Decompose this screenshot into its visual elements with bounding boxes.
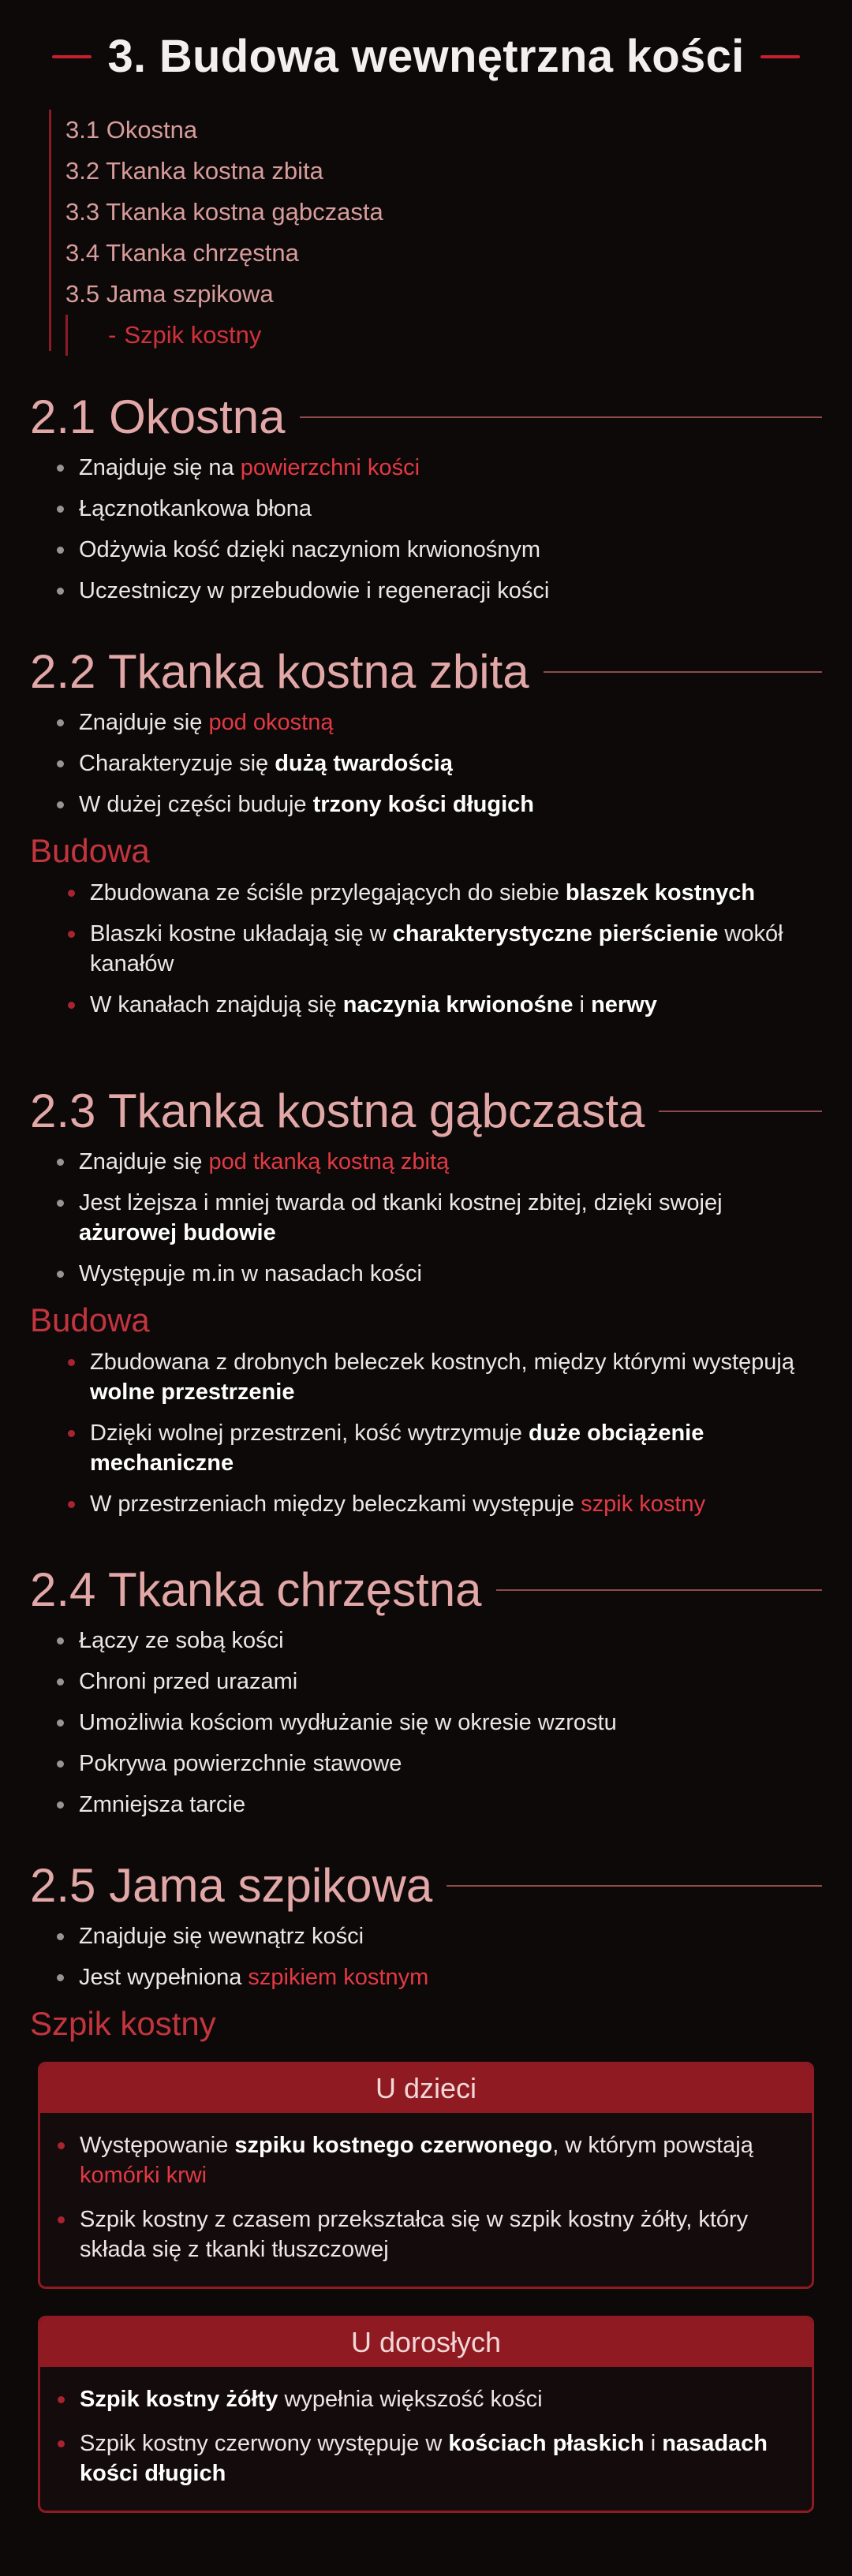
bullet-list bbox=[30, 1626, 822, 1820]
list-item: Szpik kostny z czasem przekształca się w szpik kostny żółty, który składa się z tkanki tłuszczowej bbox=[54, 2205, 796, 2264]
highlight-text: szpikiem kostnym bbox=[248, 1965, 429, 1990]
text: Charakteryzuje się bbox=[79, 751, 275, 776]
bullet-list-budowa bbox=[30, 1347, 822, 1519]
text: Znajduje się na bbox=[79, 455, 241, 480]
list-item: Łącznotkankowa błona bbox=[54, 494, 822, 524]
bold-text: trzony kości długich bbox=[312, 792, 534, 817]
list-item bbox=[65, 1489, 822, 1519]
card-title: U dzieci bbox=[40, 2064, 812, 2113]
bold-text: Szpik kostny żółty bbox=[80, 2387, 278, 2412]
bullet-list bbox=[30, 1147, 822, 1289]
bold-text: kościach płaskich bbox=[448, 2431, 645, 2456]
highlight-text: powierzchni kości bbox=[240, 455, 420, 480]
section-title: 2.2 Tkanka kostna zbita bbox=[30, 645, 529, 698]
list-item: Pokrywa powierzchnie stawowe bbox=[54, 1749, 822, 1779]
highlight-text: pod tkanką kostną zbitą bbox=[208, 1149, 450, 1174]
toc-subitem-szpik[interactable] bbox=[65, 315, 822, 356]
section-heading bbox=[30, 1861, 822, 1910]
bold-text: ażurowej budowie bbox=[79, 1220, 276, 1245]
section-heading bbox=[30, 1086, 822, 1136]
text: Znajduje się bbox=[79, 1149, 209, 1174]
card-title: U dorosłych bbox=[40, 2318, 812, 2367]
text: Jest wypełniona bbox=[79, 1965, 248, 1990]
text: i bbox=[644, 2431, 663, 2456]
card-u-doroslych bbox=[38, 2316, 814, 2513]
list-item: Znajduje się wewnątrz kości bbox=[54, 1921, 822, 1951]
toc-subitem-label: Szpik kostny bbox=[124, 321, 262, 349]
toc-item-zbita[interactable]: 3.2 Tkanka kostna zbita bbox=[65, 157, 323, 185]
list-item bbox=[65, 919, 822, 979]
toc-item-okostna[interactable]: 3.1 Okostna bbox=[65, 116, 198, 144]
heading-rule bbox=[659, 1111, 822, 1112]
list-item bbox=[54, 2384, 796, 2414]
list-item bbox=[54, 707, 822, 737]
text: wypełnia większość kości bbox=[278, 2387, 543, 2412]
text: Zbudowana z drobnych beleczek kostnych, między którymi występują bbox=[90, 1350, 794, 1375]
list-item: Występuje m.in w nasadach kości bbox=[54, 1259, 822, 1289]
section-title: 2.5 Jama szpikowa bbox=[30, 1859, 433, 1912]
text: i bbox=[573, 992, 592, 1017]
toc-sub-dash: - bbox=[108, 321, 117, 349]
toc-item-jama[interactable]: 3.5 Jama szpikowa bbox=[65, 280, 274, 308]
section-tkanka-chrzestna bbox=[30, 1565, 822, 1820]
list-item bbox=[54, 2429, 796, 2488]
card-bullet-list bbox=[40, 2384, 812, 2511]
list-item bbox=[65, 1347, 822, 1407]
section-title: 2.3 Tkanka kostna gąbczasta bbox=[30, 1085, 645, 1137]
text: W dużej części buduje bbox=[79, 792, 313, 817]
heading-rule bbox=[300, 416, 822, 418]
subheading-szpik: Szpik kostny bbox=[30, 2005, 216, 2042]
text: wokół kanałów bbox=[90, 921, 783, 976]
bullet-list-budowa bbox=[30, 878, 822, 1020]
bold-text: naczynia krwionośne bbox=[342, 992, 574, 1017]
list-item: Zmniejsza tarcie bbox=[54, 1790, 822, 1820]
list-item bbox=[54, 749, 822, 778]
section-title: 2.4 Tkanka chrzęstna bbox=[30, 1563, 482, 1616]
list-item bbox=[54, 1147, 822, 1177]
list-item: Odżywia kość dzięki naczyniom krwionośnym bbox=[54, 535, 822, 565]
section-title: 2.1 Okostna bbox=[30, 390, 286, 443]
toc-item-chrzestna[interactable]: 3.4 Tkanka chrzęstna bbox=[65, 239, 299, 267]
card-bullet-list bbox=[40, 2130, 812, 2287]
list-item: Umożliwia kościom wydłużanie się w okresie wzrostu bbox=[54, 1708, 822, 1738]
table-of-contents bbox=[49, 110, 822, 351]
page-title bbox=[30, 0, 822, 83]
bold-text: duże obciążenie mechaniczne bbox=[90, 1421, 704, 1476]
toc-item-gabczasta[interactable]: 3.3 Tkanka kostna gąbczasta bbox=[65, 198, 383, 226]
bullet-list bbox=[30, 453, 822, 606]
text: Zbudowana ze ściśle przylegających do siebie bbox=[90, 880, 566, 905]
section-okostna bbox=[30, 392, 822, 606]
page-title-text: 3. Budowa wewnętrzna kości bbox=[107, 31, 745, 82]
list-item bbox=[54, 790, 822, 819]
text: W przestrzeniach między beleczkami występuje bbox=[90, 1491, 581, 1517]
text: Blaszki kostne układają się w bbox=[90, 921, 393, 946]
list-item: Łączy ze sobą kości bbox=[54, 1626, 822, 1656]
section-tkanka-zbita bbox=[30, 647, 822, 1020]
card-u-dzieci bbox=[38, 2062, 814, 2289]
subheading-budowa: Budowa bbox=[30, 832, 150, 869]
text: Znajduje się bbox=[79, 710, 209, 735]
bold-text: szpiku kostnego czerwonego bbox=[234, 2133, 553, 2158]
bold-text: nerwy bbox=[591, 992, 657, 1017]
list-item bbox=[54, 453, 822, 483]
section-heading bbox=[30, 392, 822, 442]
highlight-text: szpik kostny bbox=[581, 1491, 706, 1517]
heading-rule bbox=[447, 1885, 822, 1887]
title-dash-left bbox=[52, 55, 92, 58]
list-item: Chroni przed urazami bbox=[54, 1667, 822, 1697]
highlight-text: komórki krwi bbox=[80, 2163, 207, 2188]
bold-text: charakterystyczne pierścienie bbox=[392, 921, 719, 946]
section-tkanka-gabczasta bbox=[30, 1086, 822, 1519]
bold-text: wolne przestrzenie bbox=[90, 1379, 295, 1405]
list-item bbox=[54, 1962, 822, 1992]
subheading-budowa: Budowa bbox=[30, 1301, 150, 1338]
text: W kanałach znajdują się bbox=[90, 992, 343, 1017]
text: , w którym powstają bbox=[552, 2133, 753, 2158]
list-item bbox=[65, 990, 822, 1020]
heading-rule bbox=[496, 1589, 822, 1591]
title-dash-right bbox=[760, 55, 800, 58]
bullet-list bbox=[30, 1921, 822, 1992]
list-item bbox=[65, 878, 822, 908]
bullet-list bbox=[30, 707, 822, 819]
list-item bbox=[54, 2130, 796, 2190]
highlight-text: pod okostną bbox=[208, 710, 334, 735]
list-item: Uczestniczy w przebudowie i regeneracji kości bbox=[54, 576, 822, 606]
text: Szpik kostny czerwony występuje w bbox=[80, 2431, 449, 2456]
section-jama-szpikowa bbox=[30, 1861, 822, 2513]
text: Występowanie bbox=[80, 2133, 235, 2158]
section-heading bbox=[30, 647, 822, 696]
bold-text: nasadach kości długich bbox=[80, 2431, 768, 2486]
heading-rule bbox=[544, 671, 822, 673]
list-item bbox=[54, 1188, 822, 1248]
bold-text: blaszek kostnych bbox=[565, 880, 756, 905]
bold-text: dużą twardością bbox=[275, 751, 453, 776]
section-heading bbox=[30, 1565, 822, 1615]
text: Dzięki wolnej przestrzeni, kość wytrzymuje bbox=[90, 1421, 529, 1446]
list-item bbox=[65, 1418, 822, 1478]
text: Jest lżejsza i mniej twarda od tkanki kostnej zbitej, dzięki swojej bbox=[79, 1190, 723, 1215]
